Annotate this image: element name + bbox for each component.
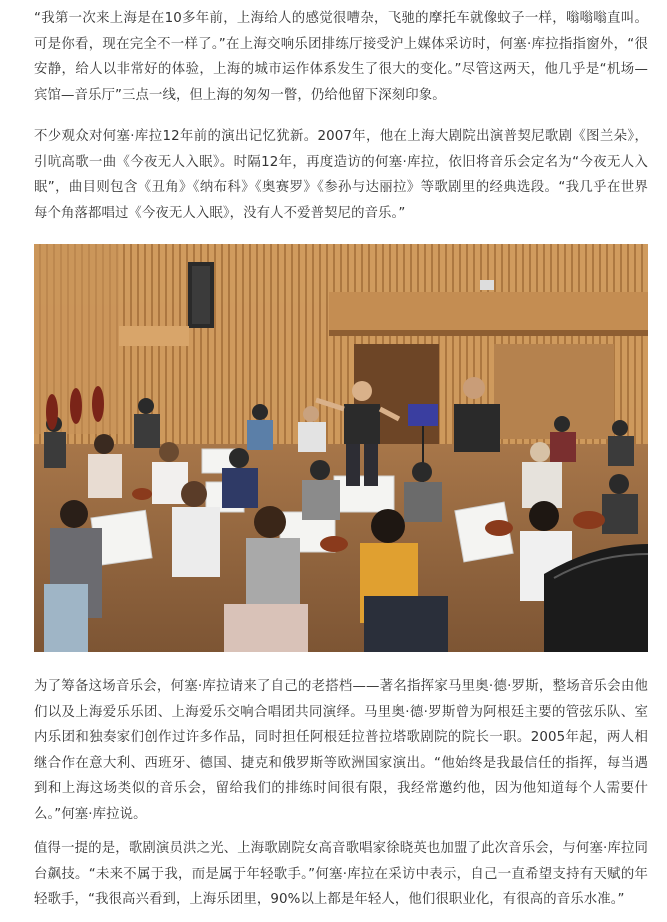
rehearsal-photo [34, 244, 648, 652]
paragraph-1: “我第一次来上海是在10多年前，上海给人的感觉很嘈杂，飞驰的摩托车就像蚊子一样，嗡嗡嗡直叫。可是你看，现在完全不一样了。”在上海交响乐团排练厅接受沪上媒体采访时，何塞·库拉指指窗外，“很安静，给人以非常好的体验，上海的城市运作体系发生了很大的变化。”尽管这两天，他几乎是“机场—宾馆—音乐厅”三点一线，但上海的匆匆一瞥，仍给他留下深刻印象。 [34, 11, 648, 103]
paragraph-4: 值得一提的是，歌剧演员洪之光、上海歌剧院女高音歌唱家徐晓英也加盟了此次音乐会，与何塞·库拉同台飙技。“未来不属于我，而是属于年轻歌手。”何塞·库拉在采访中表示，自己一直希望支持有天赋的年轻歌手，“我很高兴看到，上海乐团里，90%以上都是年轻人，他们很职业化，有很高的音乐水准。” [34, 841, 648, 907]
paragraph-3: 为了筹备这场音乐会，何塞·库拉请来了自己的老搭档——著名指挥家马里奥·德·罗斯，整场音乐会由他们以及上海爱乐乐团、上海爱乐交响合唱团共同演绎。马里奥·德·罗斯曾为阿根廷主要的管弦乐队、室内乐团和独奏家们创作过许多作品，同时担任阿根廷拉普拉塔歌剧院的院长一职。2005年起，两人相继合作在意大利、西班牙、德国、捷克和俄罗斯等欧洲国家演出。“他始终是我最信任的指挥，每当遇到和上海这场类似的音乐会，留给我们的排练时间很有限，我经常邀约他，因为他知道每个人需要什么。”何塞·库拉说。 [34, 679, 648, 822]
paragraph-2: 不少观众对何塞·库拉12年前的演出记忆犹新。2007年，他在上海大剧院出演普契尼歌剧《图兰朵》，引吭高歌一曲《今夜无人入眠》。时隔12年，再度造访的何塞·库拉，依旧将音乐会定名为“今夜无人入眠”，曲目则包含《丑角》《纳布科》《奥赛罗》《参孙与达丽拉》等歌剧里的经典选段。“我几乎在世界每个角落都唱过《今夜无人入眠》，没有人不爱普契尼的音乐。” [34, 129, 648, 221]
